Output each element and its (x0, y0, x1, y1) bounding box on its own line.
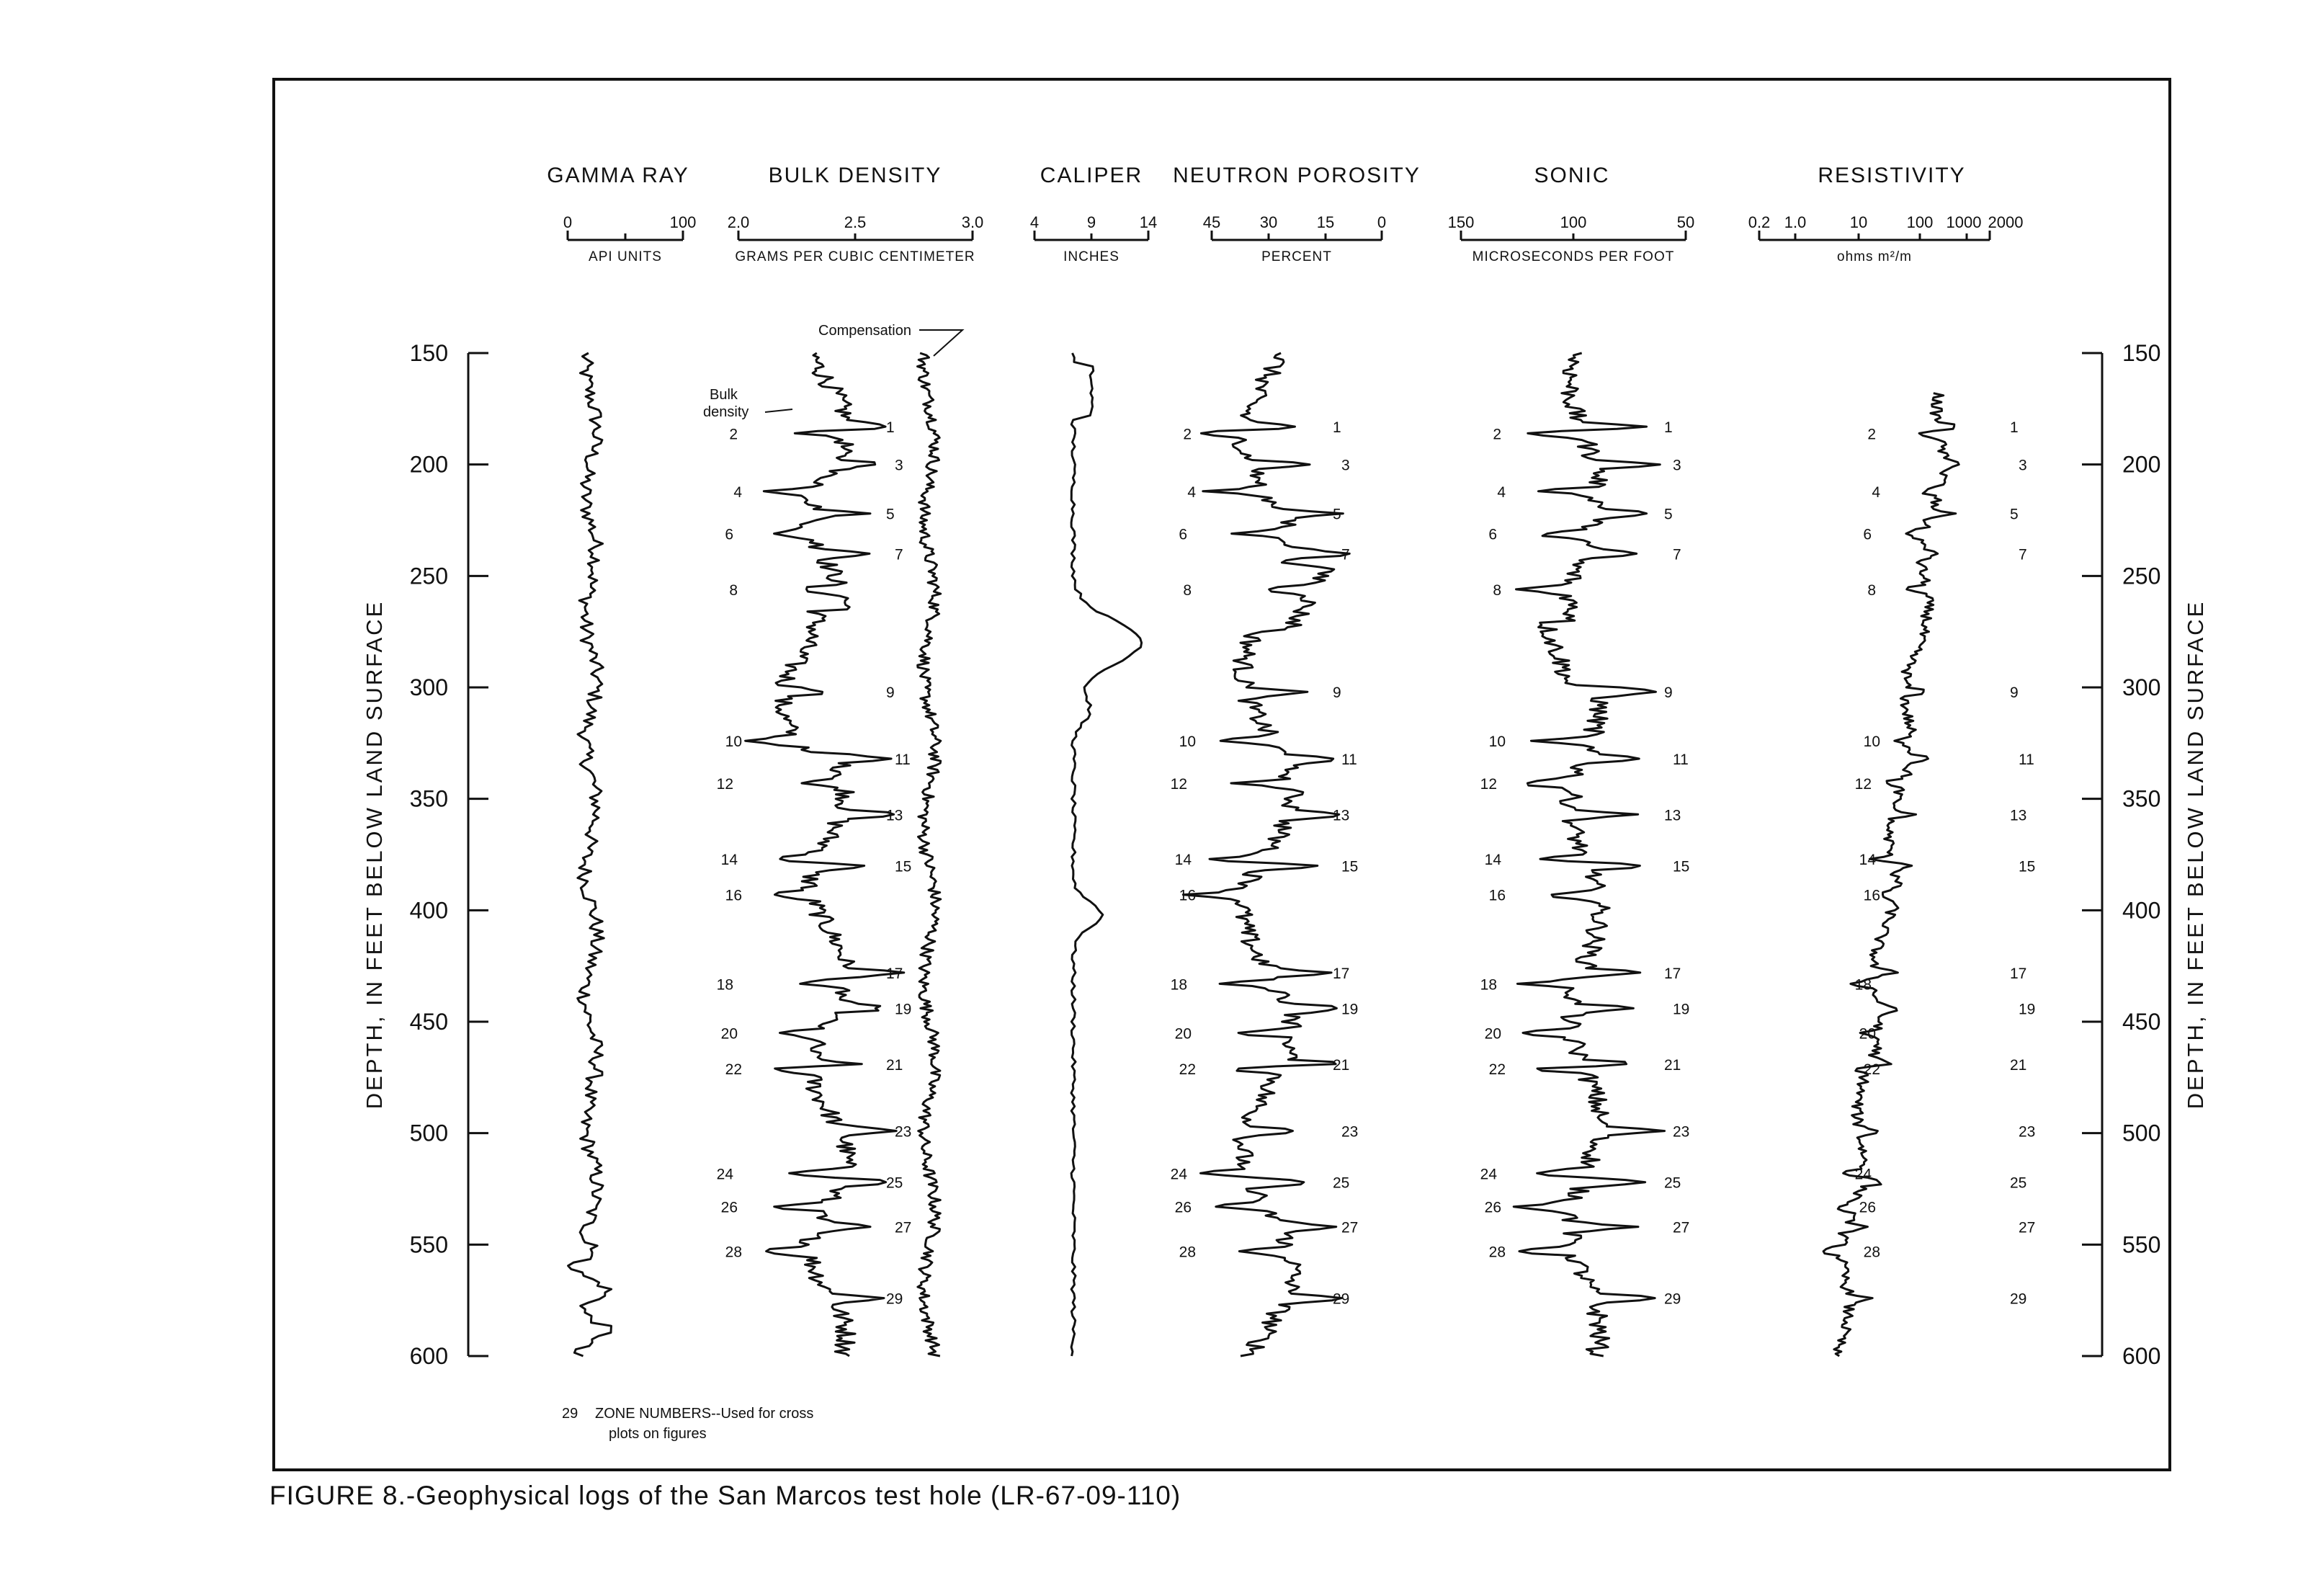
zone-neutron-22: 22 (1179, 1061, 1196, 1078)
header-sonic: SONIC (1534, 164, 1610, 187)
depth-axis-label-left: DEPTH, IN FEET BELOW LAND SURFACE (362, 599, 387, 1110)
zone-density-11: 11 (895, 751, 911, 768)
zone-resistivity-20: 20 (1859, 1025, 1876, 1043)
depth-axis-label-right: DEPTH, IN FEET BELOW LAND SURFACE (2183, 599, 2208, 1110)
zone-neutron-12: 12 (1170, 776, 1187, 793)
zone-sonic-1: 1 (1664, 419, 1673, 437)
zone-density-13: 13 (886, 807, 903, 824)
zone-sonic-16: 16 (1488, 887, 1506, 904)
zone-resistivity-7: 7 (2019, 546, 2027, 563)
zone-resistivity-8: 8 (1867, 581, 1876, 599)
figure-caption: FIGURE 8.-Geophysical logs of the San Marcos test hole (LR-67-09-110) (269, 1481, 1181, 1510)
zone-neutron-9: 9 (1333, 685, 1341, 702)
zone-density-23: 23 (895, 1123, 912, 1141)
compensation-leader (919, 330, 962, 356)
zone-resistivity-9: 9 (2010, 685, 2019, 702)
zone-density-15: 15 (895, 858, 912, 875)
gamma-ray-curve (568, 353, 612, 1356)
tick-neutron-30: 30 (1259, 213, 1278, 231)
depth-label-right-600: 600 (2122, 1343, 2161, 1369)
zone-density-19: 19 (895, 1001, 912, 1018)
zone-neutron-17: 17 (1333, 965, 1350, 982)
zone-sonic-4: 4 (1497, 483, 1506, 501)
zone-sonic-29: 29 (1664, 1290, 1681, 1308)
header-caliper: CALIPER (1040, 164, 1143, 187)
zone-neutron-26: 26 (1174, 1199, 1192, 1216)
zone-resistivity-10: 10 (1863, 733, 1880, 751)
zone-resistivity-16: 16 (1863, 887, 1880, 904)
caliper-curve (1071, 353, 1142, 1356)
zone-density-3: 3 (895, 457, 903, 474)
bulk-label: Bulk (710, 387, 738, 403)
zone-neutron-7: 7 (1341, 546, 1350, 563)
scale-sonic (1448, 213, 1695, 264)
zone-density-8: 8 (729, 581, 738, 599)
header-gamma: GAMMA RAY (547, 164, 689, 187)
zone-density-21: 21 (886, 1056, 903, 1074)
zone-sonic-19: 19 (1673, 1001, 1690, 1018)
zone-resistivity-14: 14 (1859, 852, 1876, 869)
zone-resistivity-17: 17 (2010, 965, 2027, 982)
tick-neutron-45: 45 (1202, 213, 1221, 231)
zone-resistivity-1: 1 (2010, 419, 2019, 437)
legend-zone-number: 29 (562, 1406, 578, 1422)
zone-density-16: 16 (725, 887, 742, 904)
scale-neutron (1203, 213, 1386, 264)
tick-sonic-100: 100 (1560, 213, 1587, 231)
depth-label-right-150: 150 (2122, 340, 2161, 366)
legend-text-line2: plots on figures (609, 1426, 707, 1442)
zone-sonic-13: 13 (1664, 807, 1681, 824)
tick-res-1: 1.0 (1784, 213, 1807, 231)
zone-neutron-6: 6 (1179, 526, 1187, 543)
unit-caliper: INCHES (1063, 249, 1119, 264)
depth-label-right-450: 450 (2122, 1009, 2161, 1035)
zone-resistivity-25: 25 (2010, 1174, 2027, 1192)
tick-res-10: 10 (1849, 213, 1868, 231)
unit-sonic: MICROSECONDS PER FOOT (1472, 249, 1675, 264)
resistivity-curve (1823, 393, 1959, 1356)
depth-label-left-200: 200 (409, 451, 448, 478)
figure-frame (274, 79, 2170, 1470)
zone-resistivity-18: 18 (1854, 976, 1872, 994)
depth-axes (468, 353, 2102, 1356)
zone-neutron-11: 11 (1341, 751, 1357, 768)
zone-sonic-6: 6 (1488, 526, 1497, 543)
zone-resistivity-27: 27 (2019, 1219, 2036, 1236)
depth-label-left-600: 600 (409, 1343, 448, 1369)
depth-label-right-500: 500 (2122, 1120, 2161, 1146)
depth-label-right-250: 250 (2122, 563, 2161, 589)
zone-sonic-25: 25 (1664, 1174, 1681, 1192)
zone-sonic-22: 22 (1488, 1061, 1506, 1078)
zone-density-14: 14 (720, 852, 738, 869)
scale-resistivity (1748, 213, 2024, 264)
zone-resistivity-3: 3 (2019, 457, 2027, 474)
unit-gamma: API UNITS (589, 249, 662, 264)
zone-neutron-16: 16 (1179, 887, 1196, 904)
zone-neutron-25: 25 (1333, 1174, 1350, 1192)
tick-res-0.2: 0.2 (1748, 213, 1771, 231)
zone-neutron-8: 8 (1183, 581, 1192, 599)
zone-density-24: 24 (716, 1166, 733, 1183)
scale-caliper (1030, 213, 1157, 264)
zone-density-10: 10 (725, 733, 742, 751)
zone-density-25: 25 (886, 1174, 903, 1192)
zone-neutron-5: 5 (1333, 506, 1341, 523)
sonic-curve (1514, 353, 1664, 1356)
header-resistivity: RESISTIVITY (1818, 164, 1966, 187)
zone-neutron-29: 29 (1333, 1290, 1350, 1308)
compensation-curve (918, 353, 941, 1356)
zone-sonic-20: 20 (1484, 1025, 1501, 1043)
unit-density: GRAMS PER CUBIC CENTIMETER (735, 249, 975, 264)
zone-density-29: 29 (886, 1290, 903, 1308)
depth-label-right-350: 350 (2122, 785, 2161, 812)
zone-resistivity-4: 4 (1872, 483, 1880, 501)
zone-density-27: 27 (895, 1219, 912, 1236)
zone-sonic-18: 18 (1480, 976, 1497, 994)
tick-caliper-14: 14 (1139, 213, 1158, 231)
zone-sonic-3: 3 (1673, 457, 1681, 474)
tick-res-2000: 2000 (1988, 213, 2024, 231)
zone-neutron-14: 14 (1174, 852, 1192, 869)
zone-sonic-12: 12 (1480, 776, 1497, 793)
zone-resistivity-15: 15 (2019, 858, 2036, 875)
zone-neutron-20: 20 (1174, 1025, 1192, 1043)
bulk-density-curve (746, 353, 904, 1356)
tick-density-2: 2.0 (727, 213, 750, 231)
unit-resistivity: ohms m²/m (1837, 249, 1912, 264)
zone-resistivity-21: 21 (2010, 1056, 2027, 1074)
zone-sonic-21: 21 (1664, 1056, 1681, 1074)
zone-resistivity-19: 19 (2019, 1001, 2036, 1018)
zone-neutron-19: 19 (1341, 1001, 1359, 1018)
zone-neutron-23: 23 (1341, 1123, 1359, 1141)
zone-sonic-28: 28 (1488, 1244, 1506, 1261)
zone-density-12: 12 (716, 776, 733, 793)
zone-sonic-27: 27 (1673, 1219, 1690, 1236)
depth-label-left-300: 300 (409, 674, 448, 700)
zone-neutron-24: 24 (1170, 1166, 1187, 1183)
depth-label-left-450: 450 (409, 1009, 448, 1035)
zone-sonic-24: 24 (1480, 1166, 1497, 1183)
zone-neutron-21: 21 (1333, 1056, 1350, 1074)
tick-sonic-150: 150 (1447, 213, 1475, 231)
depth-label-left-350: 350 (409, 785, 448, 812)
zone-neutron-1: 1 (1333, 419, 1341, 437)
tick-caliper-4: 4 (1029, 213, 1040, 231)
depth-label-right-200: 200 (2122, 451, 2161, 478)
tick-gamma-0: 0 (563, 213, 573, 231)
zone-density-18: 18 (716, 976, 733, 994)
zone-sonic-5: 5 (1664, 506, 1673, 523)
zone-density-28: 28 (725, 1244, 742, 1261)
zone-resistivity-23: 23 (2019, 1123, 2036, 1141)
zone-density-4: 4 (733, 483, 742, 501)
zone-density-22: 22 (725, 1061, 742, 1078)
zone-sonic-26: 26 (1484, 1199, 1501, 1216)
zone-density-20: 20 (720, 1025, 738, 1043)
zone-density-17: 17 (886, 965, 903, 982)
tick-neutron-15: 15 (1316, 213, 1335, 231)
scale-gamma (563, 213, 696, 264)
zone-neutron-13: 13 (1333, 807, 1350, 824)
compensation-label: Compensation (818, 323, 911, 339)
tick-gamma-100: 100 (669, 213, 697, 231)
zone-sonic-11: 11 (1673, 751, 1689, 768)
zone-density-7: 7 (895, 546, 903, 563)
zone-resistivity-24: 24 (1854, 1166, 1872, 1183)
depth-label-right-400: 400 (2122, 897, 2161, 924)
zone-neutron-18: 18 (1170, 976, 1187, 994)
depth-label-left-400: 400 (409, 897, 448, 924)
zone-sonic-23: 23 (1673, 1123, 1690, 1141)
tick-sonic-50: 50 (1676, 213, 1695, 231)
log-curves (568, 353, 1959, 1356)
zone-neutron-10: 10 (1179, 733, 1196, 751)
zone-resistivity-13: 13 (2010, 807, 2027, 824)
legend-text-line1: ZONE NUMBERS--Used for cross (595, 1406, 814, 1422)
zone-density-5: 5 (886, 506, 895, 523)
zone-resistivity-26: 26 (1859, 1199, 1876, 1216)
unit-neutron: PERCENT (1261, 249, 1332, 264)
header-neutron: NEUTRON POROSITY (1173, 164, 1421, 187)
zone-density-6: 6 (725, 526, 733, 543)
depth-label-left-250: 250 (409, 563, 448, 589)
tick-res-1000: 1000 (1946, 213, 1982, 231)
tick-caliper-9: 9 (1086, 213, 1096, 231)
zone-sonic-14: 14 (1484, 852, 1501, 869)
neutron-porosity-curve (1183, 353, 1349, 1356)
zone-resistivity-22: 22 (1863, 1061, 1880, 1078)
zone-sonic-7: 7 (1673, 546, 1681, 563)
zone-sonic-10: 10 (1488, 733, 1506, 751)
density-label: density (703, 404, 749, 420)
zone-density-1: 1 (886, 419, 895, 437)
zone-resistivity-2: 2 (1867, 426, 1876, 443)
zone-neutron-4: 4 (1187, 483, 1196, 501)
zone-sonic-9: 9 (1664, 685, 1673, 702)
zone-sonic-8: 8 (1493, 581, 1501, 599)
depth-label-right-300: 300 (2122, 674, 2161, 700)
zone-neutron-3: 3 (1341, 457, 1350, 474)
depth-label-right-550: 550 (2122, 1231, 2161, 1258)
scale-density (728, 213, 984, 264)
zone-neutron-28: 28 (1179, 1244, 1196, 1261)
zone-resistivity-6: 6 (1863, 526, 1872, 543)
bulk-density-leader (765, 409, 792, 412)
tick-res-100: 100 (1906, 213, 1934, 231)
zone-labels (717, 419, 2036, 1307)
zone-resistivity-12: 12 (1854, 776, 1872, 793)
zone-sonic-15: 15 (1673, 858, 1690, 875)
depth-label-left-550: 550 (409, 1231, 448, 1258)
zone-neutron-15: 15 (1341, 858, 1359, 875)
zone-resistivity-11: 11 (2019, 751, 2034, 768)
depth-label-left-150: 150 (409, 340, 448, 366)
depth-label-left-500: 500 (409, 1120, 448, 1146)
tick-density-2.5: 2.5 (844, 213, 867, 231)
zone-resistivity-28: 28 (1863, 1244, 1880, 1261)
zone-sonic-17: 17 (1664, 965, 1681, 982)
zone-neutron-2: 2 (1183, 426, 1192, 443)
header-density: BULK DENSITY (768, 164, 942, 187)
zone-resistivity-5: 5 (2010, 506, 2019, 523)
zone-density-2: 2 (729, 426, 738, 443)
zone-density-9: 9 (886, 685, 895, 702)
zone-neutron-27: 27 (1341, 1219, 1359, 1236)
zone-sonic-2: 2 (1493, 426, 1501, 443)
zone-density-26: 26 (720, 1199, 738, 1216)
tick-neutron-0: 0 (1377, 213, 1387, 231)
zone-resistivity-29: 29 (2010, 1290, 2027, 1308)
tick-density-3: 3.0 (961, 213, 984, 231)
depth-ticks (410, 340, 2161, 1369)
